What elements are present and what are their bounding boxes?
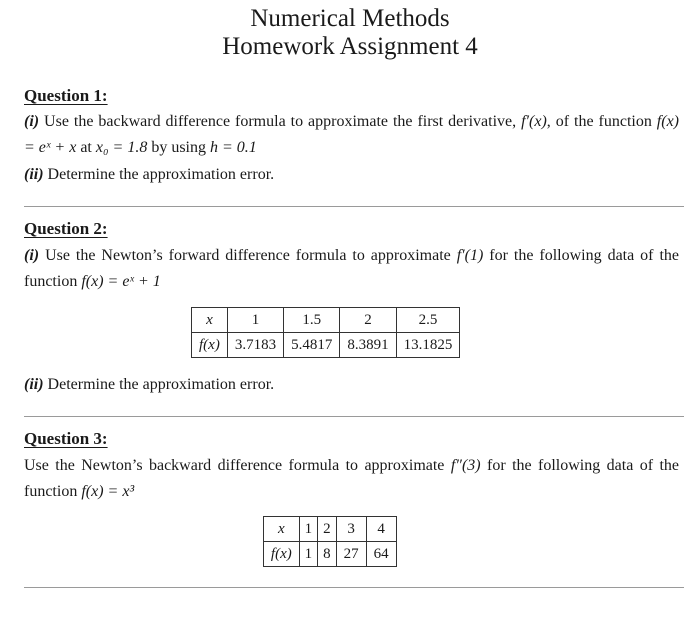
math-expression: f′(1) <box>456 247 484 264</box>
table-cell: 2 <box>318 517 337 542</box>
table-cell: 5.4817 <box>284 333 340 358</box>
data-table-q2 <box>191 307 460 358</box>
text: at <box>76 139 96 156</box>
question-1-part-i <box>24 109 679 161</box>
section-divider <box>24 587 684 588</box>
part-marker: (ii) <box>24 376 44 393</box>
text: , of the function <box>546 113 657 130</box>
table-cell: 2.5 <box>396 308 460 333</box>
table-cell: 13.1825 <box>396 333 460 358</box>
table-cell: 8 <box>318 542 337 567</box>
table-cell: 3 <box>336 517 366 542</box>
table-cell: 4 <box>366 517 396 542</box>
question-1-heading: Question 1: <box>24 86 108 105</box>
table-header-x: x <box>264 517 300 542</box>
math-expression: f(x) = eˣ + x <box>24 113 679 156</box>
part-marker: (ii) <box>24 166 44 183</box>
question-2-part-ii <box>24 372 679 398</box>
table-cell: 27 <box>336 542 366 567</box>
table-header-fx: f(x) <box>264 542 300 567</box>
table-cell: 2 <box>340 308 396 333</box>
math-expression: x₀ = 1.8 <box>95 139 148 156</box>
data-table-q3 <box>263 516 397 567</box>
question-3-text <box>24 453 679 505</box>
part-marker: (i) <box>24 113 40 130</box>
section-divider <box>24 416 684 417</box>
text: by using <box>147 139 210 156</box>
table-cell: 1.5 <box>284 308 340 333</box>
math-expression: f(x) = x³ <box>81 483 135 500</box>
part-marker: (i) <box>24 247 40 264</box>
table-row-fx <box>264 542 397 567</box>
table-cell: 1 <box>299 517 318 542</box>
question-2-part-i <box>24 243 679 295</box>
table-cell: 1 <box>227 308 283 333</box>
question-3-heading: Question 3: <box>24 429 108 448</box>
text: Determine the approximation error. <box>43 166 275 183</box>
text: for the following data of the function <box>24 247 679 290</box>
math-expression: f′(x) <box>521 113 547 130</box>
table-row-x <box>192 308 460 333</box>
math-expression: h = 0.1 <box>210 139 257 156</box>
table-header-x: x <box>192 308 228 333</box>
table-header-fx: f(x) <box>192 333 228 358</box>
question-1-part-ii <box>24 162 679 188</box>
document-title-line2: Homework Assignment 4 <box>222 33 478 60</box>
document-title-line1: Numerical Methods <box>250 5 450 32</box>
text: for the following data of the function <box>24 457 679 500</box>
table-cell: 8.3891 <box>340 333 396 358</box>
section-divider <box>24 206 684 207</box>
math-expression: f(x) = eˣ + 1 <box>81 273 161 290</box>
text: Use the backward difference formula to approximate the first derivative, <box>39 113 522 130</box>
table-row-x <box>264 517 397 542</box>
question-2-heading: Question 2: <box>24 219 108 238</box>
math-expression: f″(3) <box>450 457 481 474</box>
table-cell: 3.7183 <box>227 333 283 358</box>
text: Use the Newton’s backward difference formula to approximate <box>24 457 451 474</box>
text: Use the Newton’s forward difference formula to approximate <box>39 247 457 264</box>
table-row-fx <box>192 333 460 358</box>
table-cell: 1 <box>299 542 318 567</box>
text: Determine the approximation error. <box>43 376 275 393</box>
table-cell: 64 <box>366 542 396 567</box>
